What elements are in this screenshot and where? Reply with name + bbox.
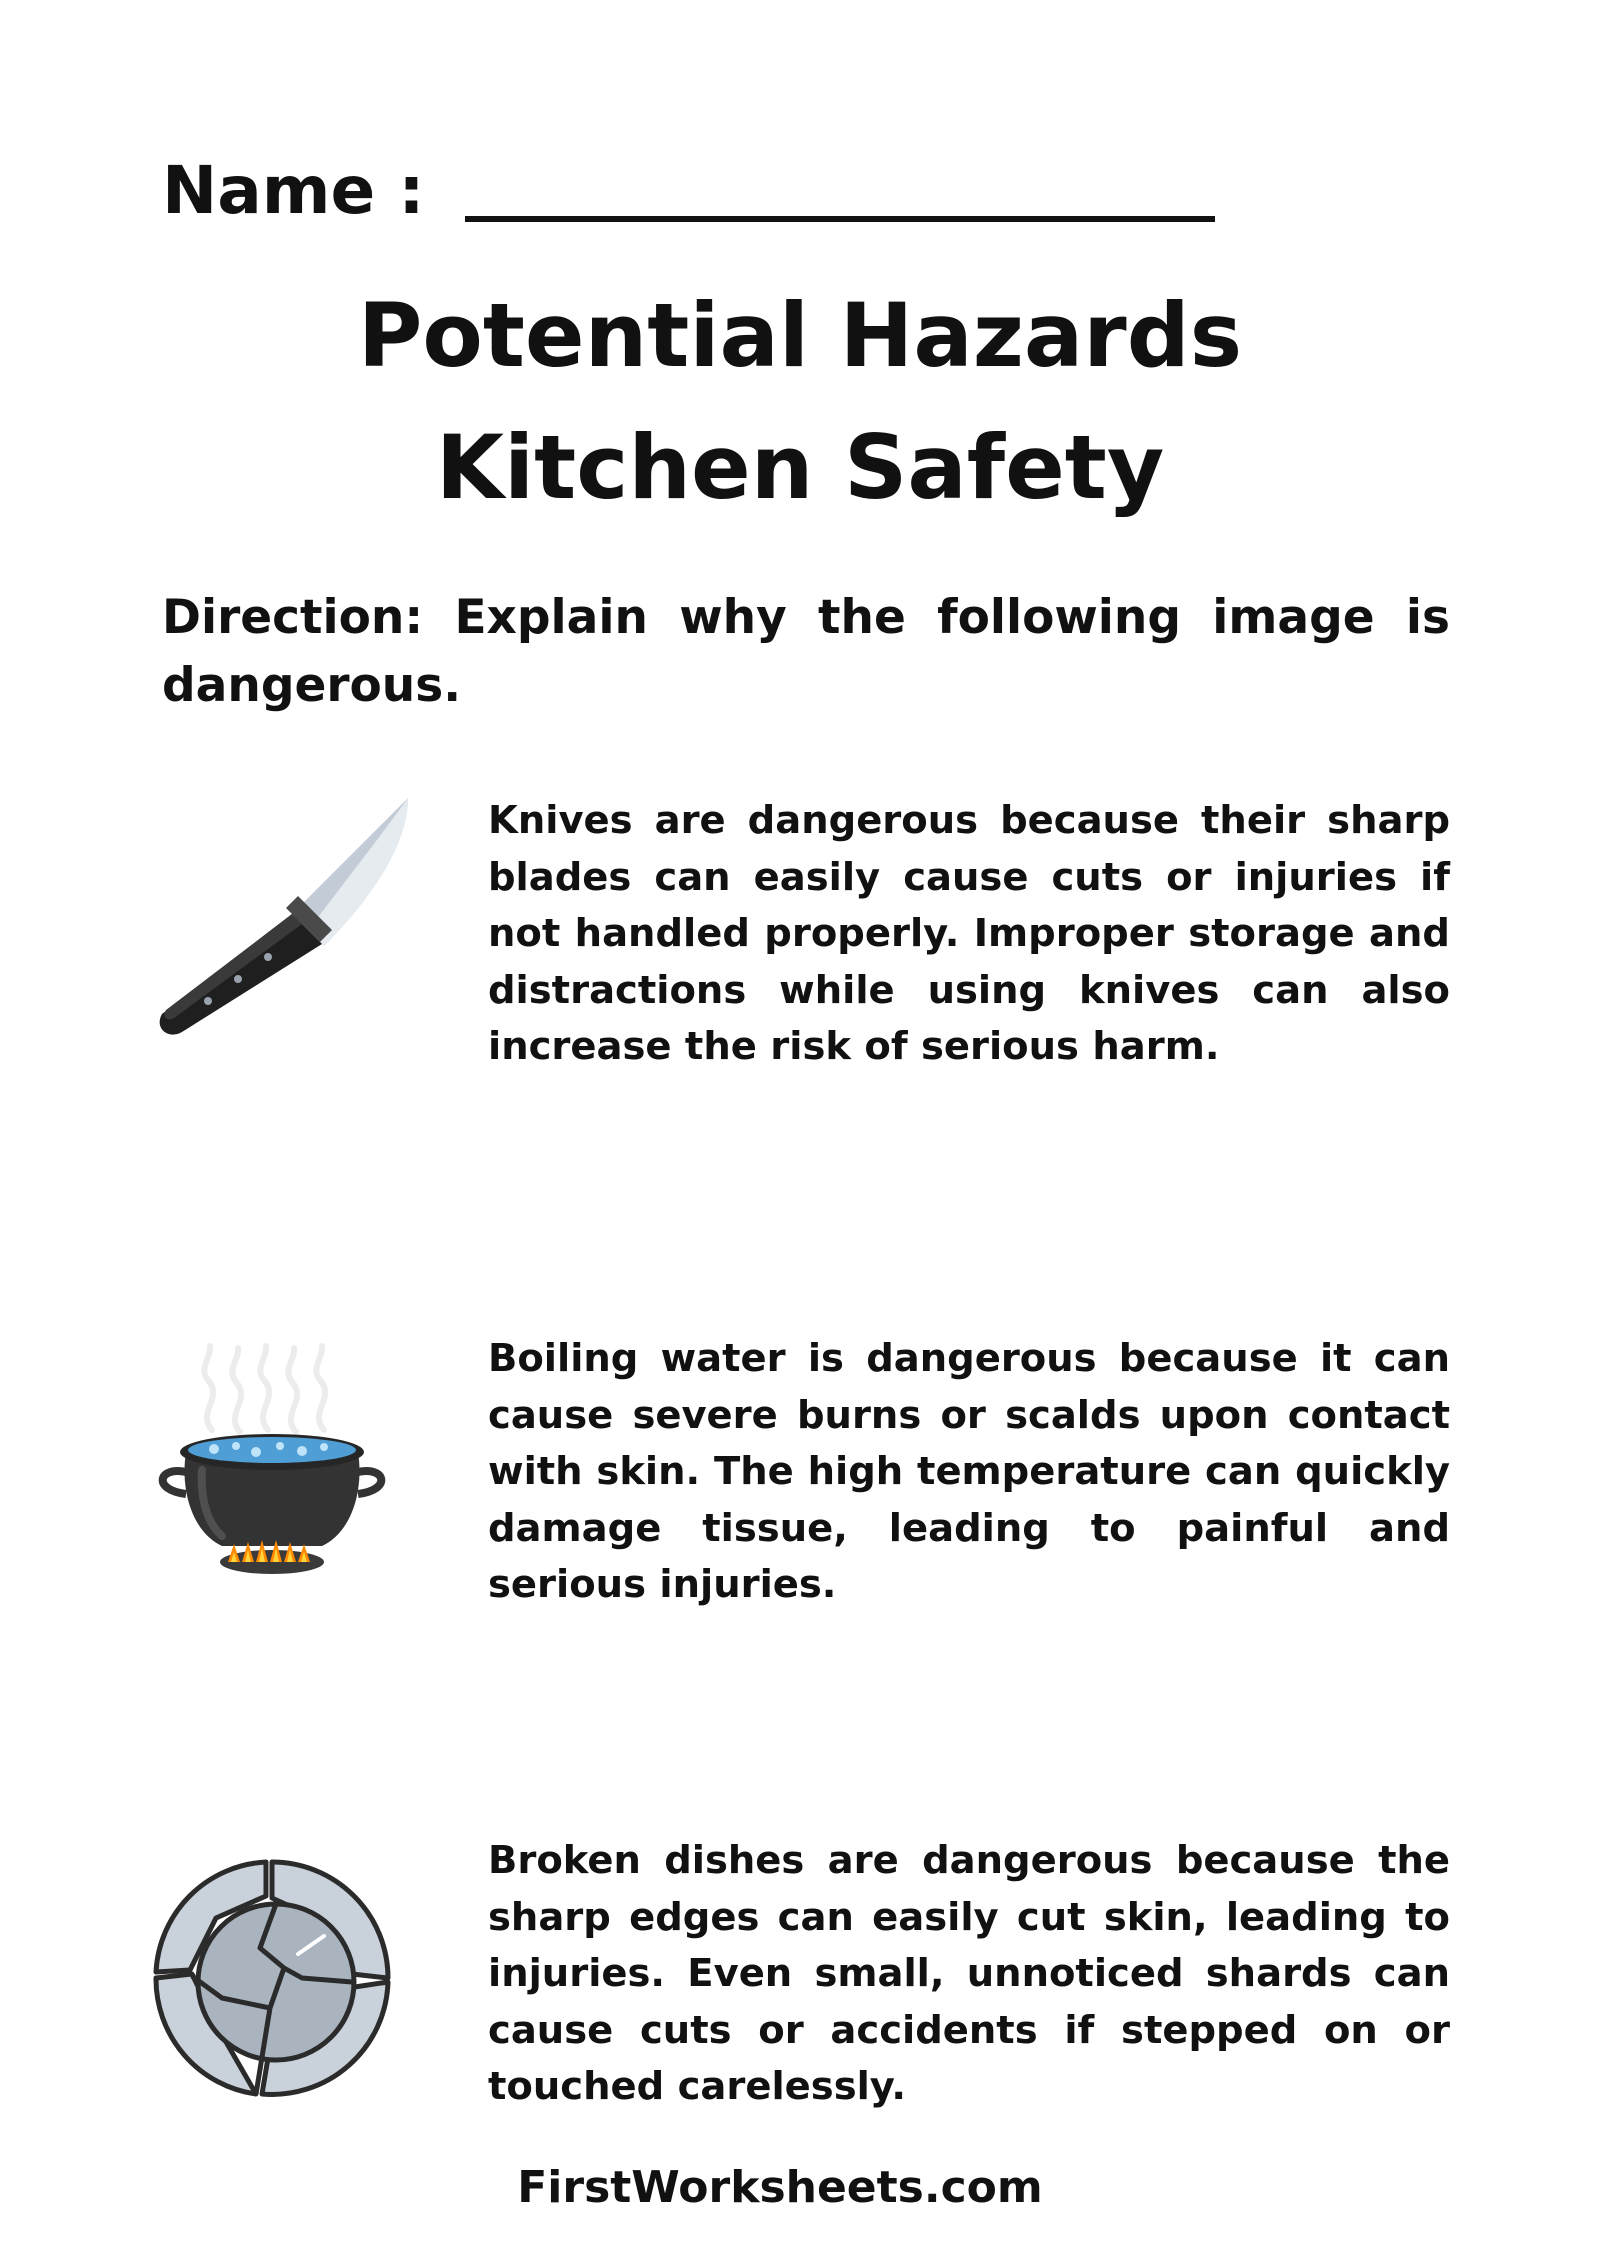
broken-dishes-explanation: Broken dishes are dangerous because the sharp edges can easily cut skin, leading to injuries. Even small, unnoticed shards can cause cuts or accidents if stepped on or touched carelessly. (488, 1838, 1450, 2109)
knife-icon (152, 790, 422, 1040)
broken-plate-icon (152, 1858, 392, 2098)
title-line-2: Kitchen Safety (435, 416, 1165, 519)
name-row (162, 152, 1215, 229)
footer-brand: FirstWorksheets.com (517, 2162, 1043, 2213)
direction-text: Direction: Explain why the following image is dangerous. (162, 590, 1450, 713)
boiling-water-explanation: Boiling water is dangerous because it can cause severe burns or scalds upon contact with skin. The high temperature can quickly damage tissue, leading to painful and serious injuries. (488, 1336, 1450, 1607)
name-blank-line (465, 216, 1215, 222)
title-line-1: Potential Hazards (357, 284, 1243, 387)
knife-explanation: Knives are dangerous because their sharp blades can easily cause cuts or injuries if not handled properly. Improper storage and distractions while using knives can also increase the risk of serious harm. (488, 798, 1450, 1069)
name-label: Name : (162, 152, 425, 229)
boiling-pot-icon (152, 1340, 392, 1585)
